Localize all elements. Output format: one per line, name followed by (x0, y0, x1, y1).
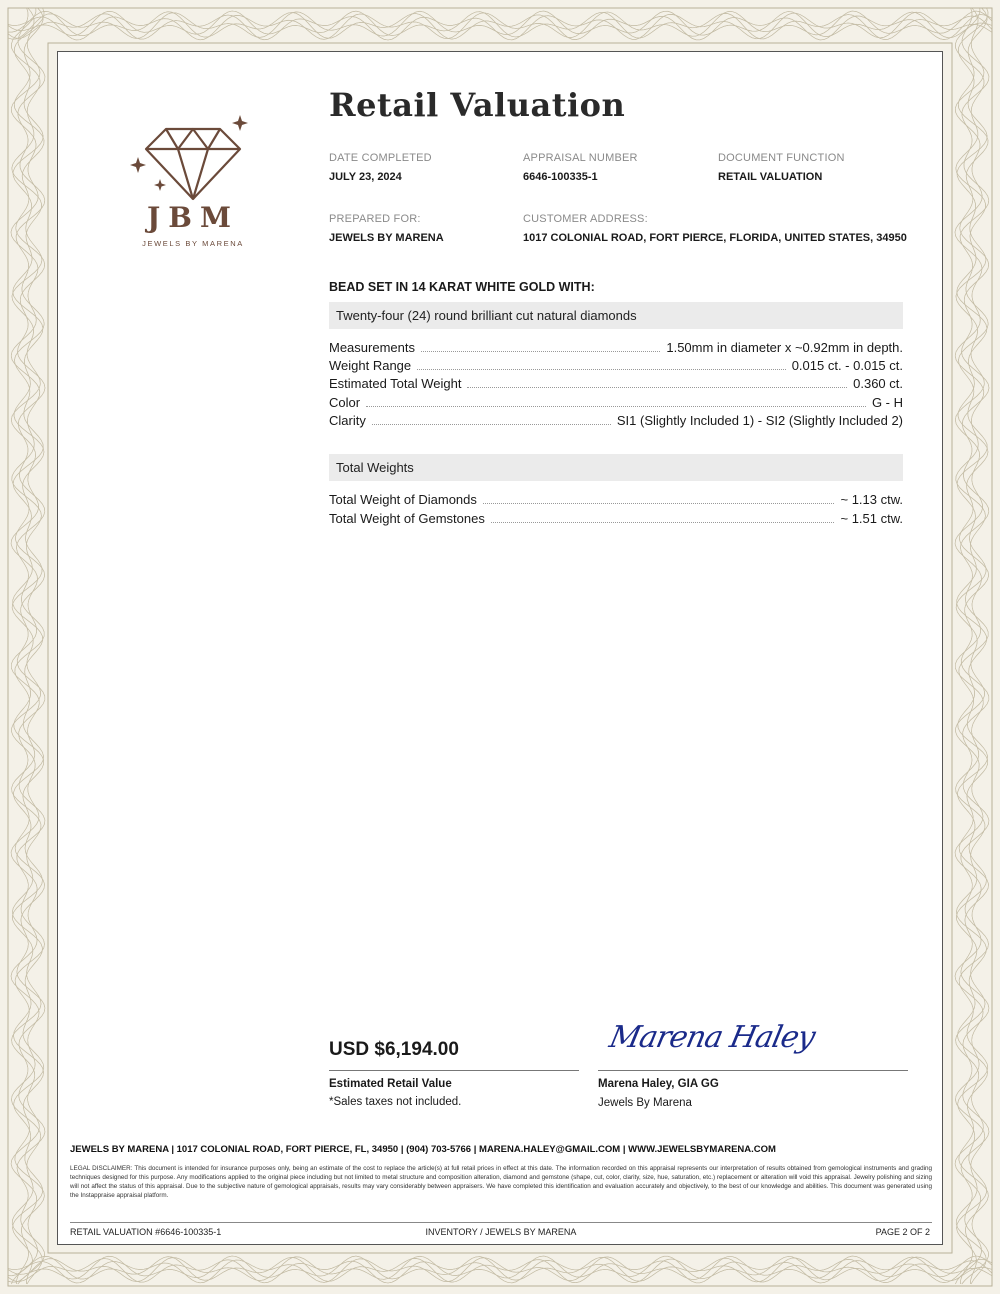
spec-value: SI1 (Slightly Included 1) - SI2 (Slightly Included 2) (616, 413, 903, 428)
footer-divider (70, 1222, 932, 1223)
stone-group-text: Twenty-four (24) round brilliant cut natural diamonds (336, 308, 637, 323)
document-function-value: RETAIL VALUATION (718, 171, 823, 183)
spec-value: 1.50mm in diameter x ~0.92mm in depth. (666, 340, 903, 355)
footer-page-number: PAGE 2 OF 2 (875, 1227, 930, 1237)
appraiser-company: Jewels By Marena (598, 1097, 692, 1109)
spec-row (329, 395, 903, 413)
customer-address-label: CUSTOMER ADDRESS: (523, 213, 648, 225)
item-heading: BEAD SET IN 14 KARAT WHITE GOLD WITH: (329, 280, 595, 294)
total-key: Total Weight of Gemstones (329, 511, 485, 526)
signature-line (598, 1070, 908, 1071)
price-label: Estimated Retail Value (329, 1078, 452, 1090)
footer-contact-line: JEWELS BY MARENA | 1017 COLONIAL ROAD, FORT PIERCE, FL, 34950 | (904) 703-5766 | MARENA.HALEY@GMAIL.COM | WWW.JEWELSBYMARENA.COM (70, 1144, 776, 1155)
spec-value: G - H (871, 395, 903, 410)
spec-key: Weight Range (329, 358, 412, 373)
tax-note: *Sales taxes not included. (329, 1096, 462, 1108)
total-row (329, 511, 903, 529)
total-value: ~ 1.13 ctw. (840, 492, 903, 507)
date-completed-value: JULY 23, 2024 (329, 171, 402, 183)
price-underline (329, 1070, 579, 1071)
total-key: Total Weight of Diamonds (329, 492, 477, 507)
logo-tagline: JEWELS BY MARENA (142, 239, 244, 248)
appraiser-name: Marena Haley, GIA GG (598, 1078, 719, 1090)
company-logo (128, 107, 258, 257)
spec-key: Color (329, 395, 361, 410)
customer-address-value: 1017 COLONIAL ROAD, FORT PIERCE, FLORIDA, UNITED STATES, 34950 (523, 232, 907, 244)
document-function-label: DOCUMENT FUNCTION (718, 152, 845, 164)
prepared-for-label: PREPARED FOR: (329, 213, 421, 225)
stone-group-band (329, 302, 903, 329)
spec-value: 0.360 ct. (853, 376, 903, 391)
spec-row (329, 413, 903, 431)
spec-row (329, 358, 903, 376)
total-row (329, 492, 903, 510)
spec-value: 0.015 ct. - 0.015 ct. (791, 358, 903, 373)
total-value: ~ 1.51 ctw. (840, 511, 903, 526)
spec-key: Estimated Total Weight (329, 376, 462, 391)
date-completed-label: DATE COMPLETED (329, 152, 432, 164)
legal-disclaimer: LEGAL DISCLAIMER: This document is intended for insurance purposes only, being an estimate of the cost to replace the article(s) at full retail prices in effect at this date. The information recorded on this appraisal represents our interpretation of results obtained from gemological instruments and grading techniques designed for this purpose. Any modifications applied to the original piece including but not limited to metal structure and composition alteration, diamond and gemstone (shape, cut, color, clarity, size, hue, saturation, etc.) replacement or alteration will void this appraisal. Jewelry polishing and sizing will not affect the status of this appraisal. Due to the subjective nature of gemological appraisals, results may vary considerably between appraisers. We have completed this identification and evaluation accurately and objectively, to the best of our knowledge and abilities. This document was generated using the Instappraise appraisal platform. (70, 1165, 932, 1199)
total-weights-heading: Total Weights (336, 460, 414, 475)
footer-document-id: RETAIL VALUATION #6646-100335-1 (70, 1227, 222, 1237)
appraisal-number-value: 6646-100335-1 (523, 171, 598, 183)
spec-key: Clarity (329, 413, 366, 428)
footer-inventory: INVENTORY / JEWELS BY MARENA (425, 1227, 577, 1237)
diamond-logo-icon (128, 107, 258, 207)
document-page (57, 51, 943, 1245)
logo-monogram: JBM (147, 201, 239, 234)
spec-row (329, 340, 903, 358)
spec-row (329, 376, 903, 394)
prepared-for-value: JEWELS BY MARENA (329, 232, 444, 244)
document-title: Retail Valuation (329, 86, 626, 124)
retail-price: USD $6,194.00 (329, 1039, 459, 1060)
total-weights-band (329, 454, 903, 481)
appraisal-number-label: APPRAISAL NUMBER (523, 152, 638, 164)
spec-key: Measurements (329, 340, 415, 355)
appraiser-signature: Marena Haley (606, 1020, 818, 1055)
